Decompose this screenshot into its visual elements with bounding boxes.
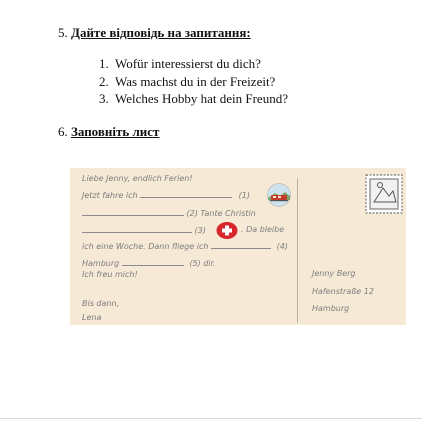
question-list <box>99 55 288 108</box>
list-item <box>99 90 288 108</box>
exercise-6-heading <box>58 124 159 140</box>
question-text: Was machst du in der Freizeit? <box>115 73 276 89</box>
blank-field-3[interactable] <box>82 225 192 233</box>
postcard-closing: Bis dann, <box>82 299 120 308</box>
blank-marker: (1) <box>238 191 250 200</box>
postcard-line-6 <box>82 258 216 269</box>
address-street: Hafenstraße 12 <box>312 287 374 296</box>
list-item <box>99 55 288 73</box>
postcard <box>70 168 406 325</box>
blank-field-1[interactable] <box>140 190 232 198</box>
postcard-line-5 <box>82 241 288 252</box>
postage-stamp-icon <box>365 174 403 214</box>
exercise-number: 6. <box>58 124 68 139</box>
postcard-line-3 <box>82 208 256 219</box>
exercise-number: 5. <box>58 25 68 40</box>
blank-field-5[interactable] <box>122 258 184 266</box>
list-item <box>99 73 288 91</box>
question-text: Welches Hobby hat dein Freund? <box>115 91 288 106</box>
exercise-5-heading <box>58 25 251 41</box>
page-bottom-divider <box>0 418 422 419</box>
question-number: 1. <box>99 56 109 71</box>
postcard-text: (5) dir. <box>189 259 216 268</box>
blank-marker: (4) <box>276 242 288 251</box>
exercise-title: Дайте відповідь на запитання: <box>71 25 251 40</box>
question-number: 2. <box>99 73 109 89</box>
blank-field-4[interactable] <box>211 241 271 249</box>
swiss-flag-sticker-icon <box>216 221 238 240</box>
train-sticker-icon <box>267 183 291 207</box>
postcard-signature: Lena <box>82 313 102 322</box>
postcard-text: (2) Tante Christin <box>186 209 256 218</box>
blank-marker: (3) <box>194 226 206 235</box>
question-number: 3. <box>99 91 109 106</box>
postcard-divider <box>297 178 298 323</box>
blank-field-2[interactable] <box>82 208 184 216</box>
address-name: Jenny Berg <box>312 269 356 278</box>
postcard-line-2 <box>82 190 250 201</box>
postcard-line-7: Ich freu mich! <box>82 270 138 279</box>
postcard-text: ich eine Woche. Dann fliege ich <box>82 242 209 251</box>
address-city: Hamburg <box>312 304 350 313</box>
postcard-line-4 <box>82 225 206 236</box>
postcard-text: . Da bleibe <box>241 225 285 234</box>
postcard-greeting: Liebe Jenny, endlich Ferien! <box>82 174 193 183</box>
postcard-text: Hamburg <box>82 259 120 268</box>
question-text: Wofür interessierst du dich? <box>115 56 261 71</box>
exercise-title: Заповніть лист <box>71 124 160 139</box>
postcard-text: Jetzt fahre ich <box>82 191 138 200</box>
